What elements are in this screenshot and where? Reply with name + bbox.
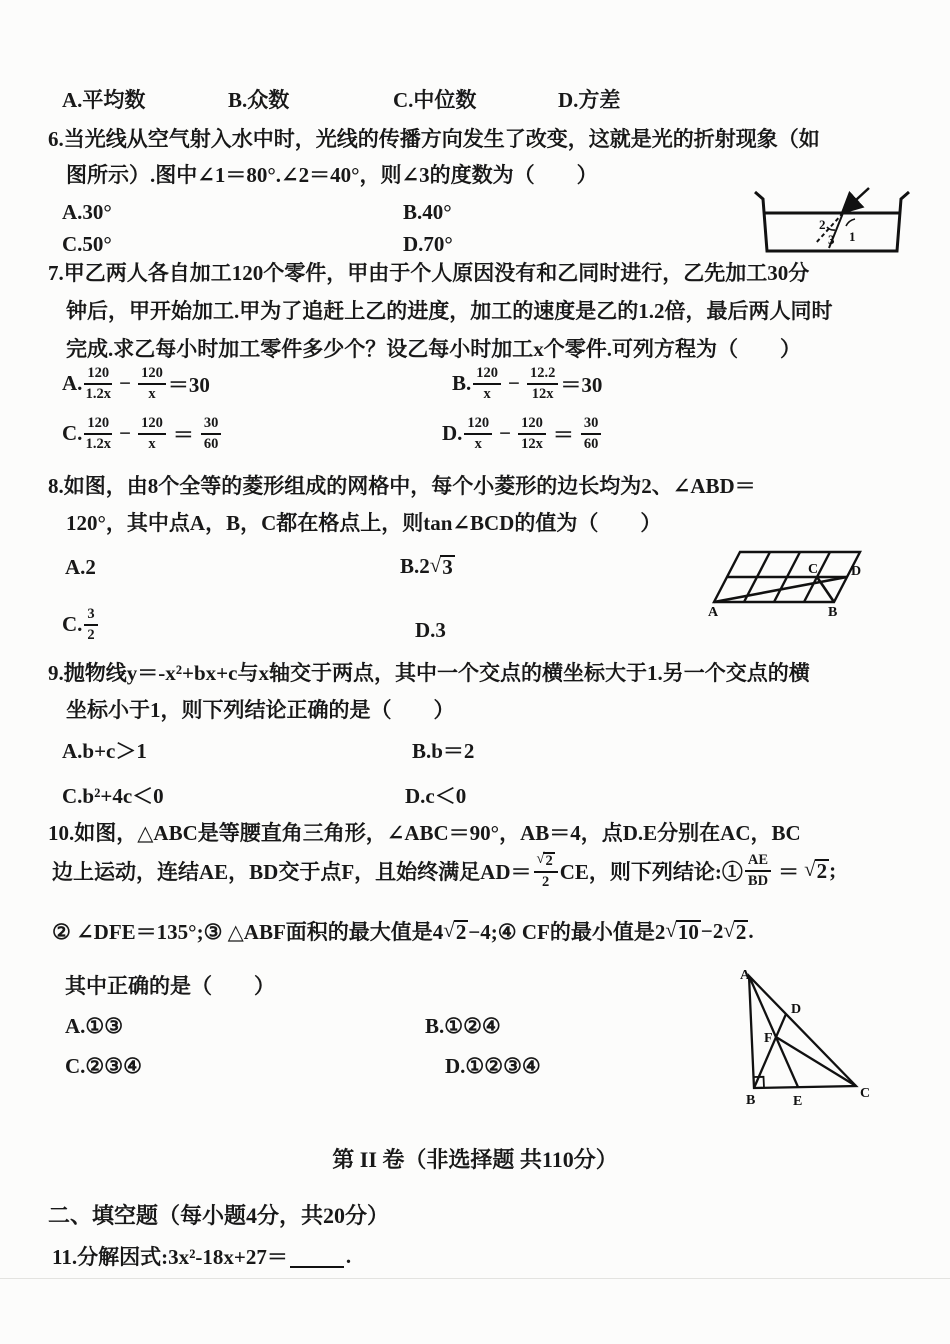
- q10-text-line1: 10.如图，△ABC是等腰直角三角形，∠ABC＝90°，AB＝4，点D.E分别在AC，BC: [48, 821, 801, 845]
- q6-option-d: D.70°: [403, 232, 453, 256]
- minus-sign: −: [508, 371, 520, 395]
- q11-period: .: [345, 1243, 352, 1268]
- radical: √ 3: [429, 553, 453, 579]
- q10-line2-text2: CE，则下列结论:①: [559, 859, 743, 884]
- q7-option-a-rhs: ＝30: [167, 372, 210, 397]
- q9-option-b: B.b＝2: [412, 739, 475, 763]
- q10-line3-text4: .: [748, 918, 754, 943]
- q7-option-b-rhs: ＝30: [560, 372, 603, 397]
- q9-text-line2: 坐标小于1，则下列结论正确的是（ ）: [66, 698, 455, 722]
- q10-text-line2: [52, 852, 836, 889]
- q10-line2-text3: ;: [829, 858, 837, 882]
- q10-option-b: B.①②④: [425, 1014, 501, 1038]
- q7-option-c: [62, 416, 223, 451]
- q11-text: 11.分解因式:3x²-18x+27＝: [52, 1245, 288, 1269]
- fraction: $\frac{AE}{BD}$: [745, 853, 771, 888]
- point-A-label: A: [708, 605, 719, 618]
- q8-option-d: D.3: [415, 618, 446, 642]
- q5-option-b: B.众数: [228, 88, 290, 112]
- point-B-label: B: [828, 605, 838, 618]
- point-C-label: C: [860, 1086, 871, 1101]
- q10-triangle-figure: [714, 966, 884, 1111]
- q7-option-b: [452, 366, 602, 401]
- segment-AE: [749, 976, 798, 1087]
- q10-text-line3: [52, 916, 754, 946]
- point-E-label: E: [793, 1094, 803, 1109]
- equals-sign: ＝: [552, 422, 574, 447]
- fraction: $\frac{120}{1.2x}$: [85, 415, 111, 452]
- q6-text-line2: 图所示）.图中∠1＝80°.∠2＝40°，则∠3的度数为（ ）: [66, 163, 598, 187]
- fraction: $\frac{3}{2}$: [84, 607, 97, 642]
- q6-option-c: C.50°: [62, 232, 112, 256]
- q7-text-line2: 钟后，甲开始加工.甲为了追赶上乙的进度，加工的速度是乙的1.2倍，最后两人同时: [66, 299, 833, 323]
- radical: √ 10: [665, 917, 699, 944]
- equals-sign: ＝: [172, 422, 194, 447]
- fraction: $\frac{12.2}{12x}$: [527, 366, 558, 401]
- q6-refraction-figure: [745, 186, 923, 258]
- q10-ask-line: 其中正确的是（ ）: [65, 974, 275, 998]
- q10-option-d: D.①②③④: [445, 1054, 541, 1078]
- point-C-label: C: [808, 562, 819, 577]
- q5-option-c: C.中位数: [393, 88, 477, 112]
- fraction: √ 2 2: [534, 852, 558, 889]
- q8-option-a: A.2: [65, 555, 96, 579]
- q8-text-line1: 8.如图，由8个全等的菱形组成的网格中，每个小菱形的边长均为2、∠ABD＝: [48, 474, 756, 498]
- fraction: $\frac{120}{x}$: [138, 366, 166, 401]
- q7-option-d-label: D.: [442, 421, 463, 445]
- fraction: $\frac{120}{x}$: [473, 366, 501, 401]
- q7-option-b-label: B.: [452, 371, 472, 395]
- fraction: $\frac{120}{12x}$: [518, 416, 546, 451]
- q10-line3-text1: ② ∠DFE＝135°;③ △ABF面积的最大值是4: [52, 920, 444, 944]
- q9-text-line1: 9.抛物线y＝-x²+bx+c与x轴交于两点，其中一个交点的横坐标大于1.另一个交点的横: [48, 661, 810, 685]
- q8-option-b: [400, 554, 455, 579]
- minus-sign: −: [119, 371, 132, 395]
- q11-line: [52, 1241, 351, 1271]
- q7-option-a-label: A.: [62, 371, 83, 395]
- q9-option-c: C.b²+4c＜0: [62, 784, 164, 808]
- q6-option-a: A.30°: [62, 200, 112, 224]
- q6-option-b: B.40°: [403, 200, 452, 224]
- minus-sign: −: [499, 421, 512, 445]
- point-D-label: D: [791, 1002, 802, 1017]
- q6-text-line1: 6.当光线从空气射入水中时，光线的传播方向发生了改变，这就是光的折射现象（如: [48, 127, 820, 151]
- q7-option-a: [62, 366, 210, 401]
- point-B-label: B: [746, 1093, 756, 1108]
- q8-rhombus-grid-figure: [708, 524, 876, 618]
- q7-option-c-label: C.: [62, 421, 83, 445]
- q10-option-a: A.①③: [65, 1014, 124, 1038]
- scan-divider-line: [0, 1278, 950, 1279]
- fraction: $\frac{120}{x}$: [138, 416, 166, 451]
- fraction: $\frac{120}{1.2x}$: [85, 365, 111, 402]
- radical: √ 2: [536, 851, 553, 869]
- point-F-label: F: [764, 1031, 773, 1046]
- fraction: $\frac{30}{60}$: [581, 416, 602, 451]
- radical: √ 2: [723, 917, 747, 944]
- q8-option-b-prefix: B.2: [400, 554, 430, 578]
- angle2-label: 2: [819, 217, 826, 232]
- q10-line3-text3: −2: [700, 918, 724, 943]
- minus-sign: −: [119, 421, 132, 445]
- angle3-label: 3: [828, 232, 835, 247]
- q5-option-d: D.方差: [558, 88, 621, 112]
- q8-option-c-label: C.: [62, 612, 83, 636]
- section2-title: 第 II 卷（非选择题 共110分）: [332, 1147, 618, 1172]
- q11-answer-blank: [290, 1263, 344, 1268]
- q8-text-line2: 120°，其中点A，B，C都在格点上，则tan∠BCD的值为（ ）: [66, 511, 662, 535]
- q7-text-line3: 完成.求乙每小时加工零件多少个？设乙每小时加工x个零件.可列方程为（ ）: [66, 337, 801, 361]
- incident-ray-arrow: [844, 188, 869, 211]
- q10-line3-text2: −4;④ CF的最小值是2: [468, 920, 666, 944]
- q7-text-line1: 7.甲乙两人各自加工120个零件，甲由于个人原因没有和乙同时进行，乙先加工30分: [48, 261, 810, 285]
- fraction: $\frac{30}{60}$: [201, 416, 222, 451]
- q8-option-c: [62, 607, 100, 642]
- equals-sign: ＝: [778, 859, 800, 884]
- q10-option-c: C.②③④: [65, 1054, 142, 1078]
- fill-section-header: 二、填空题（每小题4分，共20分）: [48, 1203, 390, 1228]
- angle1-label: 1: [849, 229, 856, 244]
- point-D-label: D: [851, 564, 862, 579]
- q5-option-a: A.平均数: [62, 88, 146, 112]
- radical: √ 2: [804, 857, 828, 883]
- q7-option-d: [442, 416, 603, 451]
- radical: √ 2: [443, 917, 467, 944]
- q9-option-d: D.c＜0: [405, 784, 467, 808]
- point-A-label: A: [740, 968, 751, 983]
- q10-line2-text1: 边上运动，连结AE，BD交于点F，且始终满足AD＝: [52, 859, 532, 884]
- angle1-arc: [846, 219, 855, 226]
- fraction: $\frac{120}{x}$: [464, 416, 492, 451]
- q9-option-a: A.b+c＞1: [62, 739, 147, 763]
